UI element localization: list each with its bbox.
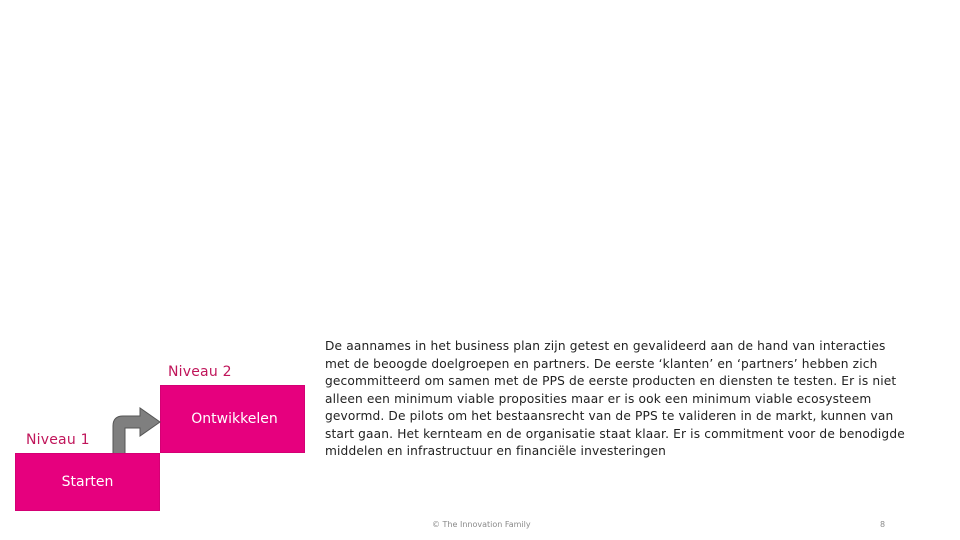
step-start-box (15, 453, 160, 511)
footer-copyright: © The Innovation Family (432, 520, 531, 529)
step-start-label: Starten (61, 474, 114, 490)
description-text: De aannames in het business plan zijn getest en gevalideerd aan de hand van interacties met de beoogde doelgroepen en partners. De eerste ‘klanten’ en ‘partners’ hebben zich gecommitteerd om samen met de PPS de eerste producten en diensten te testen. Er is niet alleen een minimum viable proposities maar er is ook een minimum viable ecosysteem gevormd. De pilots om het bestaansrecht van de PPS te valideren in de markt, kunnen van start gaan. Het kernteam en de organisatie staat klaar. Er is commitment voor de benodigde middelen en infrastructuur en financiële investeringen (325, 339, 905, 458)
level-2-label: Niveau 2 (168, 364, 232, 380)
page-number: 8 (880, 520, 886, 529)
bent-arrow-icon (108, 406, 164, 456)
step-develop-label: Ontwikkelen (191, 411, 278, 427)
level-1-label: Niveau 1 (26, 432, 90, 448)
step-develop-box (160, 385, 305, 453)
